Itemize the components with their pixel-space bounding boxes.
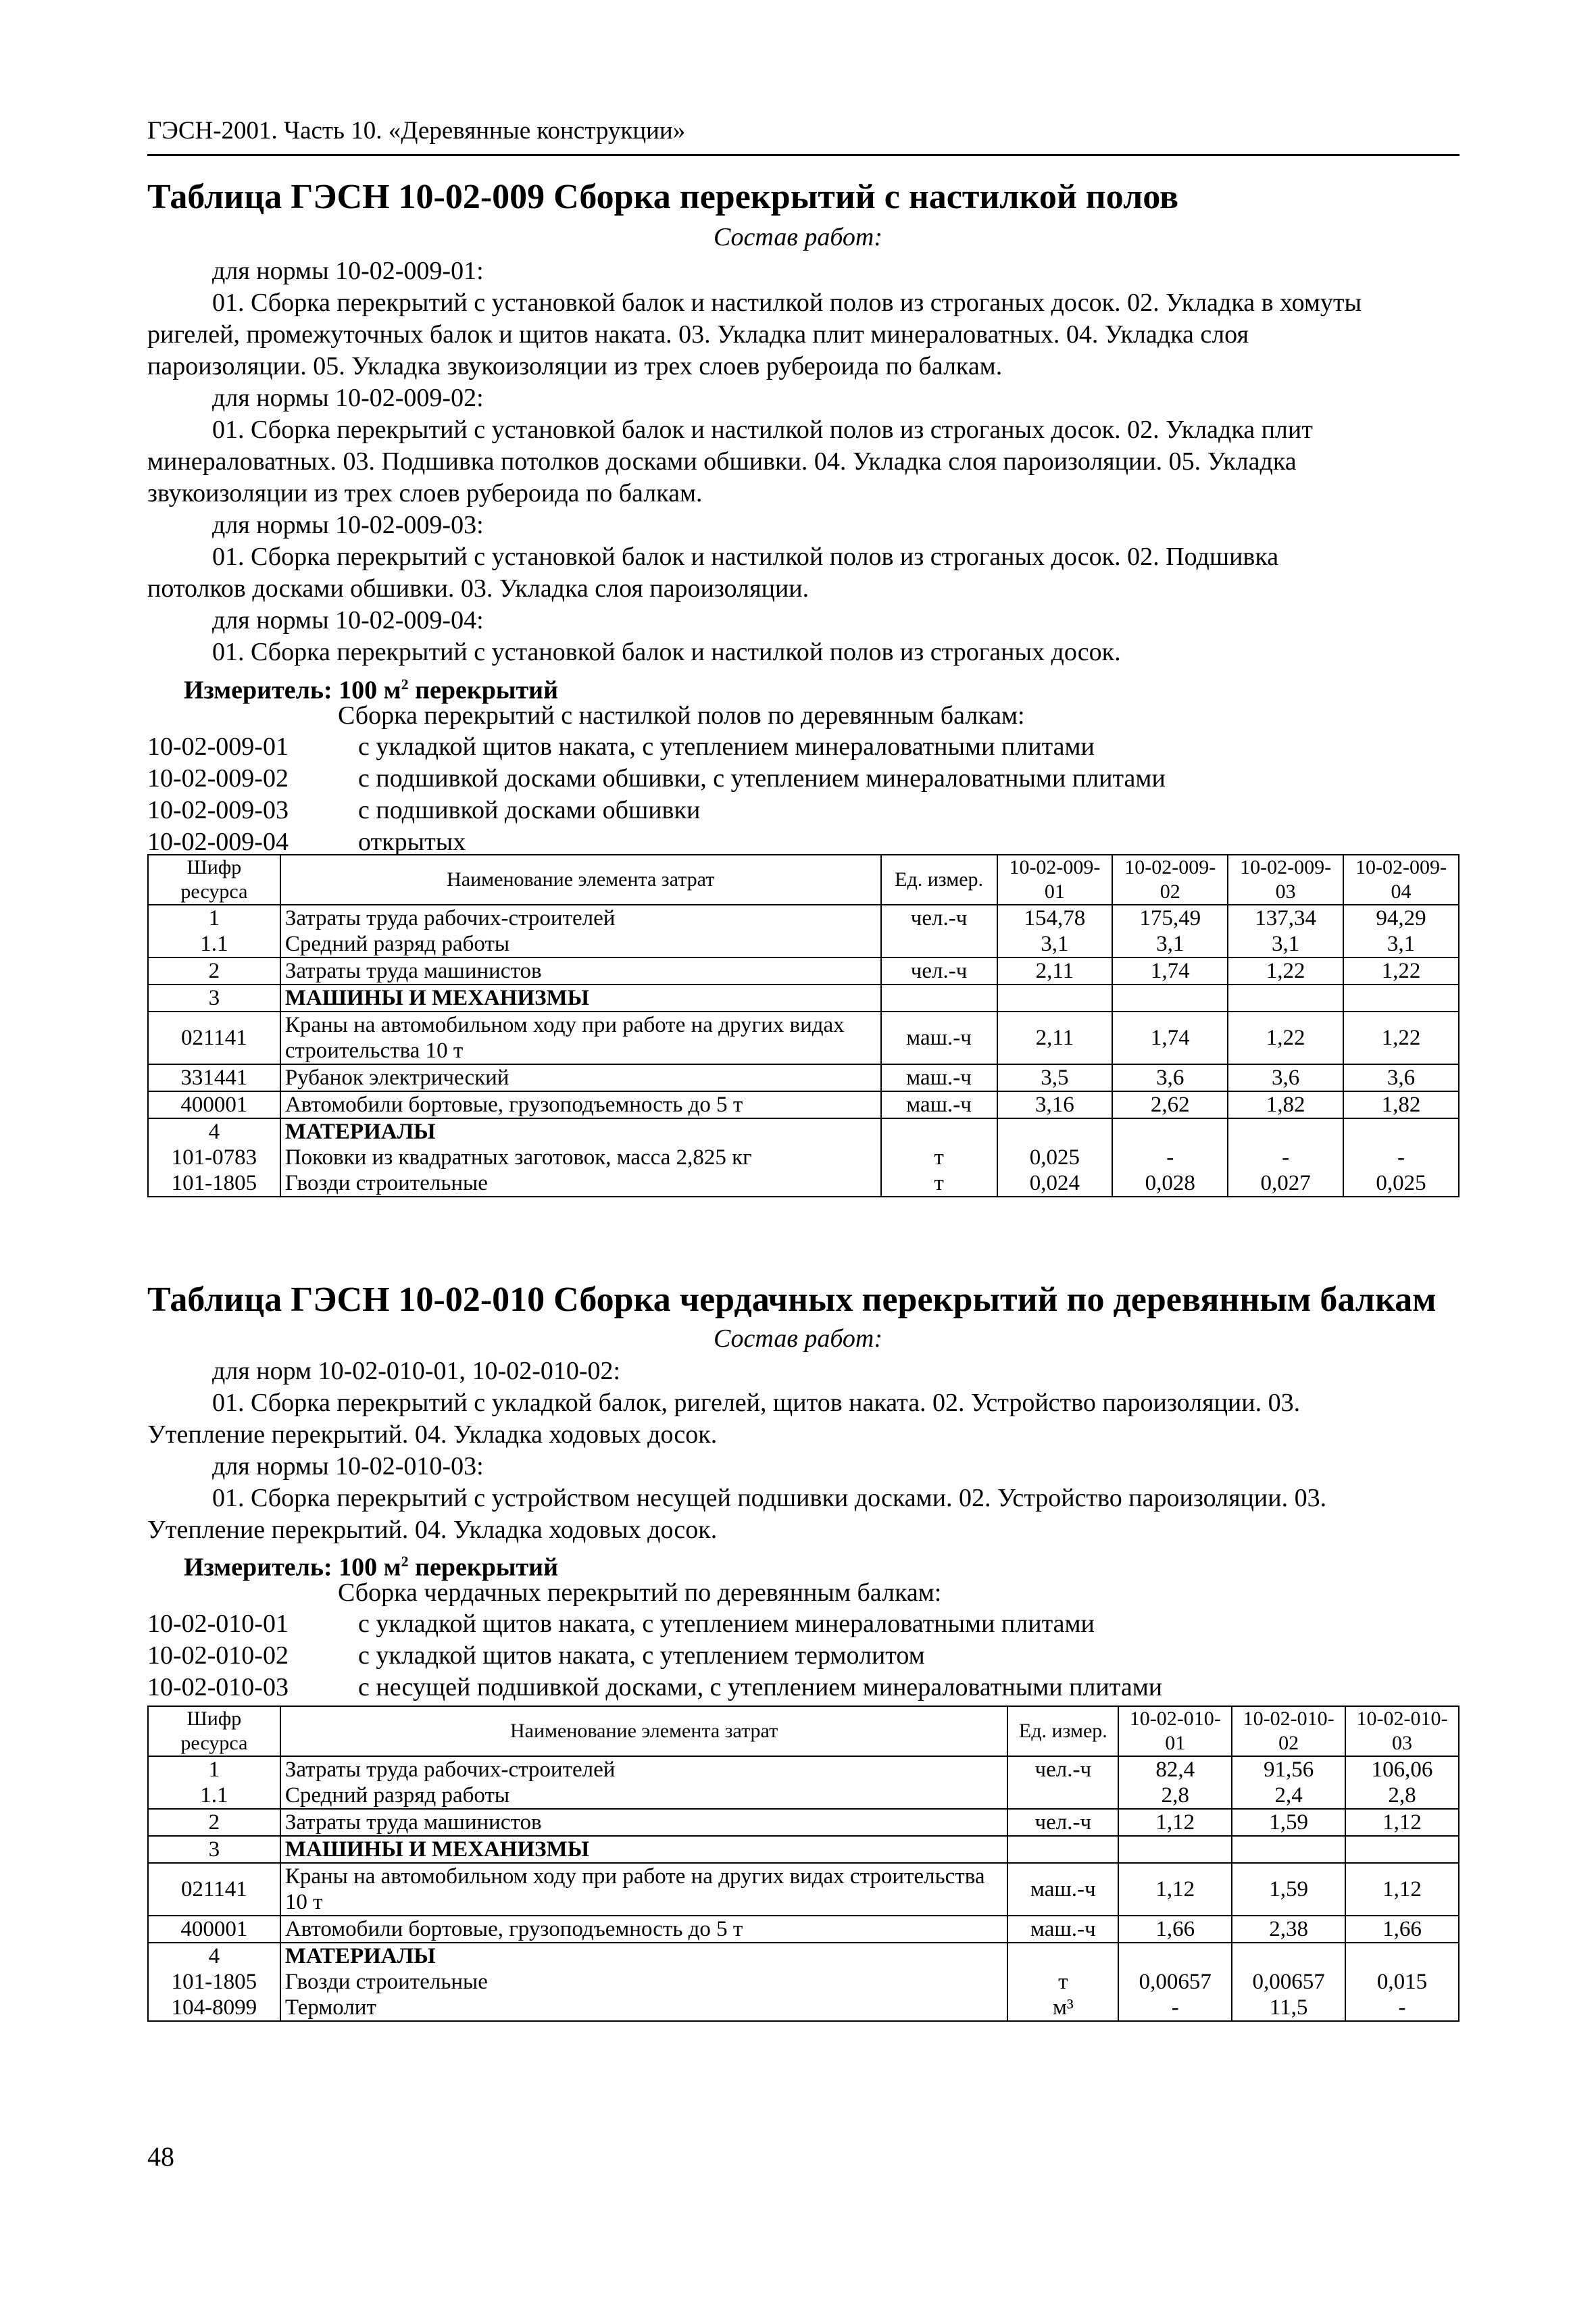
norm-code: 10-02-010-03 <box>147 1673 289 1701</box>
cell-value: - <box>1118 1995 1232 2021</box>
norm-code: 10-02-009-01 <box>147 732 289 761</box>
cell-value: 1,59 <box>1232 1863 1345 1916</box>
cell-value <box>997 985 1113 1012</box>
norm-code: 10-02-010-01 <box>147 1610 289 1638</box>
table-row <box>148 1064 1459 1091</box>
measure-tail: перекрытий <box>408 676 558 705</box>
cell-code: 2 <box>148 1809 280 1836</box>
cell-name: Средний разряд работы <box>280 931 881 957</box>
cell-unit: чел.-ч <box>1007 1809 1118 1836</box>
header-col: 10-02-010-02 <box>1232 1706 1345 1756</box>
cell-value: 3,6 <box>1343 1064 1459 1091</box>
cell-value: 0,028 <box>1112 1170 1228 1197</box>
work-line: 01. Сборка перекрытий с установкой балок и настилкой полов из строганых досок. 02. Подшивка <box>212 543 1279 571</box>
header-name: Наименование элемента затрат <box>280 855 881 905</box>
cell-code: 104-8099 <box>148 1995 280 2021</box>
cell-value: 1,74 <box>1112 1012 1228 1064</box>
cell-unit <box>1007 1943 1118 1969</box>
work-line: Утепление перекрытий. 04. Укладка ходовых досок. <box>147 1420 718 1449</box>
table-header-row <box>148 855 1459 905</box>
cell-unit: маш.-ч <box>881 1064 997 1091</box>
cell-code: 021141 <box>148 1012 280 1064</box>
table-row <box>148 1836 1459 1863</box>
work-line: потолков досками обшивки. 03. Укладка слоя пароизоляции. <box>147 574 809 603</box>
cell-value: 0,00657 <box>1232 1969 1345 1995</box>
norm-code-row <box>147 763 1166 795</box>
cell-code: 101-1805 <box>148 1170 280 1197</box>
work-line: 01. Сборка перекрытий с установкой балок и настилкой полов из строганых досок. 02. Укладка плит <box>212 416 1313 444</box>
table1-work-composition <box>147 255 1460 668</box>
cell-unit: маш.-ч <box>881 1012 997 1064</box>
norm-code-row <box>147 795 1166 826</box>
table1-subtitle: Состав работ: <box>713 223 883 251</box>
cell-value: 1,12 <box>1118 1863 1232 1916</box>
cell-name: Затраты труда машинистов <box>280 957 881 985</box>
cell-value: 94,29 <box>1343 905 1459 931</box>
header-code: Шифр ресурса <box>148 855 280 905</box>
page-number: 48 <box>147 2141 174 2172</box>
cell-value <box>1232 1836 1345 1863</box>
cell-value <box>1345 1836 1459 1863</box>
cell-value: 3,6 <box>1228 1064 1343 1091</box>
cell-value: 137,34 <box>1228 905 1343 931</box>
table-row <box>148 985 1459 1012</box>
cell-value <box>1345 1943 1459 1969</box>
cell-value: 3,5 <box>997 1064 1113 1091</box>
table-row <box>148 1145 1459 1170</box>
cell-code: 331441 <box>148 1064 280 1091</box>
cell-unit <box>881 931 997 957</box>
cell-code: 400001 <box>148 1091 280 1118</box>
cell-name: МАТЕРИАЛЫ <box>280 1943 1008 1969</box>
work-line: 01. Сборка перекрытий с укладкой балок, ригелей, щитов наката. 02. Устройство пароизоляции. 03. <box>212 1389 1301 1417</box>
cell-unit <box>881 985 997 1012</box>
cell-code: 1 <box>148 905 280 931</box>
cell-value: 0,024 <box>997 1170 1113 1197</box>
cell-value: 3,1 <box>1228 931 1343 957</box>
table-row <box>148 1863 1459 1916</box>
cell-code: 101-0783 <box>148 1145 280 1170</box>
table1-group-title: Сборка перекрытий с настилкой полов по деревянным балкам: <box>338 701 1025 730</box>
cell-unit: т <box>881 1145 997 1170</box>
norm-desc: с подшивкой досками обшивки <box>358 796 701 824</box>
cell-name: МАТЕРИАЛЫ <box>280 1118 881 1145</box>
cell-value: 2,4 <box>1232 1783 1345 1809</box>
cell-value <box>1112 1118 1228 1145</box>
work-label: для нормы 10-02-010-03: <box>212 1452 484 1480</box>
table2-subtitle: Состав работ: <box>713 1324 883 1353</box>
norm-code: 10-02-009-04 <box>147 828 289 856</box>
cell-unit: чел.-ч <box>881 957 997 985</box>
norm-code-row <box>147 1608 1162 1640</box>
measure-text: Измеритель: 100 м <box>184 1553 401 1582</box>
header-col: 10-02-010-01 <box>1118 1706 1232 1756</box>
work-label: для нормы 10-02-009-01: <box>212 257 484 285</box>
cell-value: 1,12 <box>1345 1809 1459 1836</box>
norm-code-row <box>147 826 1166 858</box>
cell-name: Поковки из квадратных заготовок, масса 2,825 кг <box>280 1145 881 1170</box>
norm-desc: открытых <box>358 828 466 856</box>
table2-resources <box>147 1706 1460 2022</box>
cell-value <box>1343 985 1459 1012</box>
header-code: Шифр ресурса <box>148 1706 280 1756</box>
cell-value: 2,8 <box>1345 1783 1459 1809</box>
table2-group-title: Сборка чердачных перекрытий по деревянным балкам: <box>338 1578 942 1607</box>
cell-value: 1,12 <box>1345 1863 1459 1916</box>
header-unit: Ед. измер. <box>1007 1706 1118 1756</box>
table-row <box>148 931 1459 957</box>
table2-work-composition <box>147 1355 1460 1546</box>
norm-desc: с укладкой щитов наката, с утеплением минераловатными плитами <box>358 1610 1095 1638</box>
work-label: для нормы 10-02-009-02: <box>212 384 484 412</box>
cell-value: - <box>1345 1995 1459 2021</box>
header-col: 10-02-009-02 <box>1112 855 1228 905</box>
cell-name: МАШИНЫ И МЕХАНИЗМЫ <box>280 985 881 1012</box>
norm-code: 10-02-010-02 <box>147 1641 289 1670</box>
cell-name: Гвозди строительные <box>280 1170 881 1197</box>
table-row <box>148 1118 1459 1145</box>
cell-value: 3,16 <box>997 1091 1113 1118</box>
table-row <box>148 1809 1459 1836</box>
cell-value <box>997 1118 1113 1145</box>
norm-code: 10-02-009-03 <box>147 796 289 824</box>
cell-name: Затраты труда рабочих-строителей <box>280 905 881 931</box>
cell-value: - <box>1112 1145 1228 1170</box>
work-line: пароизоляции. 05. Укладка звукоизоляции из трех слоев рубероида по балкам. <box>147 352 1003 380</box>
cell-value: 2,38 <box>1232 1916 1345 1943</box>
cell-unit: маш.-ч <box>1007 1916 1118 1943</box>
table-row <box>148 1170 1459 1197</box>
cell-name: Затраты труда машинистов <box>280 1809 1008 1836</box>
cell-value: 154,78 <box>997 905 1113 931</box>
cell-value: 175,49 <box>1112 905 1228 931</box>
header-name: Наименование элемента затрат <box>280 1706 1008 1756</box>
cell-value: 1,66 <box>1345 1916 1459 1943</box>
cell-value: 1,59 <box>1232 1809 1345 1836</box>
cell-value <box>1343 1118 1459 1145</box>
work-line: 01. Сборка перекрытий с устройством несущей подшивки досками. 02. Устройство пароизоляции. 03. <box>212 1484 1327 1512</box>
cell-value: 1,22 <box>1343 957 1459 985</box>
cell-unit: чел.-ч <box>1007 1756 1118 1783</box>
cell-unit: м³ <box>1007 1995 1118 2021</box>
header-col: 10-02-009-01 <box>997 855 1113 905</box>
table2-norm-codes <box>147 1608 1162 1703</box>
cell-name: Краны на автомобильном ходу при работе на других видах строительства 10 т <box>280 1863 1008 1916</box>
table-row <box>148 1943 1459 1969</box>
table1-title: Таблица ГЭСН 10-02-009 Сборка перекрытий с настилкой полов <box>147 178 1179 216</box>
cell-value: 2,8 <box>1118 1783 1232 1809</box>
cell-value: 1,12 <box>1118 1809 1232 1836</box>
table-row <box>148 905 1459 931</box>
cell-value: 0,025 <box>1343 1170 1459 1197</box>
cell-unit <box>881 1118 997 1145</box>
cell-unit: маш.-ч <box>1007 1863 1118 1916</box>
cell-unit: чел.-ч <box>881 905 997 931</box>
cell-value: 1,22 <box>1343 1012 1459 1064</box>
cell-code: 4 <box>148 1118 280 1145</box>
cell-value <box>1118 1836 1232 1863</box>
table-header-row <box>148 1706 1459 1756</box>
work-line: Утепление перекрытий. 04. Укладка ходовых досок. <box>147 1516 718 1544</box>
running-header: ГЭСН-2001. Часть 10. «Деревянные конструкции» <box>147 116 1460 156</box>
cell-value <box>1118 1943 1232 1969</box>
cell-value: 0,027 <box>1228 1170 1343 1197</box>
cell-name: Автомобили бортовые, грузоподъемность до 5 т <box>280 1916 1008 1943</box>
cell-value <box>1112 985 1228 1012</box>
cell-value <box>1228 985 1343 1012</box>
cell-value: 106,06 <box>1345 1756 1459 1783</box>
table-row <box>148 1783 1459 1809</box>
cell-code: 3 <box>148 1836 280 1863</box>
table-row <box>148 1916 1459 1943</box>
cell-value: 1,66 <box>1118 1916 1232 1943</box>
norm-desc: с укладкой щитов наката, с утеплением термолитом <box>358 1641 925 1670</box>
table-row <box>148 1995 1459 2021</box>
table2-title: Таблица ГЭСН 10-02-010 Сборка чердачных перекрытий по деревянным балкам <box>147 1280 1437 1319</box>
cell-value: - <box>1228 1145 1343 1170</box>
norm-desc: с несущей подшивкой досками, с утеплением минераловатными плитами <box>358 1673 1163 1701</box>
norm-desc: с подшивкой досками обшивки, с утеплением минераловатными плитами <box>358 764 1166 793</box>
measure-sup: 2 <box>401 1553 409 1570</box>
cell-code: 1.1 <box>148 931 280 957</box>
work-line: 01. Сборка перекрытий с установкой балок и настилкой полов из строганых досок. <box>212 638 1121 666</box>
work-line: 01. Сборка перекрытий с установкой балок и настилкой полов из строганых досок. 02. Укладка в хомуты <box>212 289 1362 317</box>
norm-code-row <box>147 731 1166 763</box>
work-label: для нормы 10-02-009-03: <box>212 511 484 539</box>
cell-value: 82,4 <box>1118 1756 1232 1783</box>
cell-value: 3,6 <box>1112 1064 1228 1091</box>
cell-unit <box>1007 1836 1118 1863</box>
cell-value: 1,22 <box>1228 957 1343 985</box>
work-label: для нормы 10-02-009-04: <box>212 606 484 634</box>
header-col: 10-02-010-03 <box>1345 1706 1459 1756</box>
measure-text: Измеритель: 100 м <box>184 676 401 705</box>
cell-unit: т <box>1007 1969 1118 1995</box>
cell-code: 400001 <box>148 1916 280 1943</box>
cell-name: Средний разряд работы <box>280 1783 1008 1809</box>
table-row <box>148 1091 1459 1118</box>
cell-value: 0,00657 <box>1118 1969 1232 1995</box>
work-label: для норм 10-02-010-01, 10-02-010-02: <box>212 1357 621 1385</box>
cell-code: 1.1 <box>148 1783 280 1809</box>
cell-unit <box>1007 1783 1118 1809</box>
norm-desc: с укладкой щитов наката, с утеплением минераловатными плитами <box>358 732 1095 761</box>
cell-value: 0,015 <box>1345 1969 1459 1995</box>
cell-name: Рубанок электрический <box>280 1064 881 1091</box>
cell-value: - <box>1343 1145 1459 1170</box>
cell-code: 021141 <box>148 1863 280 1916</box>
measure-sup: 2 <box>401 676 409 693</box>
cell-unit: т <box>881 1170 997 1197</box>
header-col: 10-02-009-03 <box>1228 855 1343 905</box>
cell-value: 3,1 <box>1112 931 1228 957</box>
cell-code: 2 <box>148 957 280 985</box>
norm-code-row <box>147 1640 1162 1672</box>
cell-value: 1,82 <box>1228 1091 1343 1118</box>
table-row <box>148 1756 1459 1783</box>
cell-value <box>1232 1943 1345 1969</box>
table-row <box>148 1012 1459 1064</box>
cell-value: 11,5 <box>1232 1995 1345 2021</box>
cell-code: 101-1805 <box>148 1969 280 1995</box>
cell-value: 2,62 <box>1112 1091 1228 1118</box>
cell-code: 3 <box>148 985 280 1012</box>
cell-value: 0,025 <box>997 1145 1113 1170</box>
table-row <box>148 1969 1459 1995</box>
cell-code: 1 <box>148 1756 280 1783</box>
table-row <box>148 957 1459 985</box>
cell-value: 3,1 <box>1343 931 1459 957</box>
cell-value: 1,74 <box>1112 957 1228 985</box>
cell-value: 3,1 <box>997 931 1113 957</box>
cell-unit: маш.-ч <box>881 1091 997 1118</box>
cell-value: 2,11 <box>997 957 1113 985</box>
norm-code: 10-02-009-02 <box>147 764 289 793</box>
cell-value: 91,56 <box>1232 1756 1345 1783</box>
work-line: минераловатных. 03. Подшивка потолков досками обшивки. 04. Укладка слоя пароизоляции. 05. Укладка <box>147 447 1297 476</box>
cell-name: Автомобили бортовые, грузоподъемность до 5 т <box>280 1091 881 1118</box>
cell-value: 2,11 <box>997 1012 1113 1064</box>
table1-norm-codes <box>147 731 1166 858</box>
cell-value: 1,22 <box>1228 1012 1343 1064</box>
norm-code-row <box>147 1672 1162 1703</box>
cell-name: Термолит <box>280 1995 1008 2021</box>
header-unit: Ед. измер. <box>881 855 997 905</box>
cell-value: 1,82 <box>1343 1091 1459 1118</box>
cell-code: 4 <box>148 1943 280 1969</box>
measure-tail: перекрытий <box>408 1553 558 1582</box>
work-line: ригелей, промежуточных балок и щитов наката. 03. Укладка плит минераловатных. 04. Укладка слоя <box>147 320 1249 349</box>
table1-resources <box>147 854 1460 1197</box>
cell-name: Краны на автомобильном ходу при работе на других видах строительства 10 т <box>280 1012 881 1064</box>
work-line: звукоизоляции из трех слоев рубероида по балкам. <box>147 479 703 507</box>
cell-name: Гвозди строительные <box>280 1969 1008 1995</box>
cell-name: МАШИНЫ И МЕХАНИЗМЫ <box>280 1836 1008 1863</box>
header-col: 10-02-009-04 <box>1343 855 1459 905</box>
cell-value <box>1228 1118 1343 1145</box>
cell-name: Затраты труда рабочих-строителей <box>280 1756 1008 1783</box>
